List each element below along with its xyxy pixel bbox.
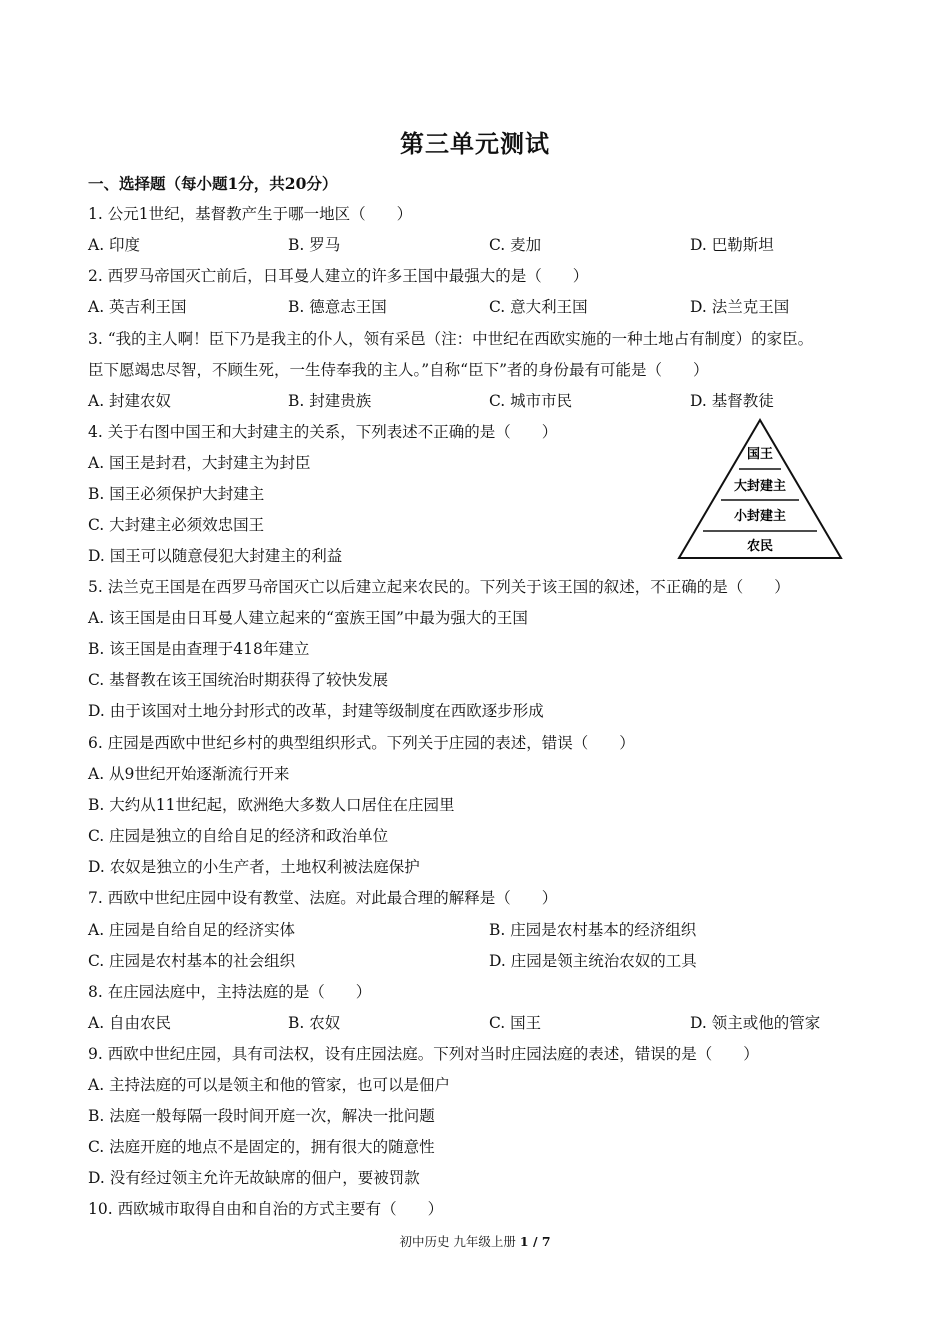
q7-option-b: B. 庄园是农村基本的经济组织 [489,921,697,939]
page-footer [0,1232,950,1250]
q7-option-c: C. 庄园是农村基本的社会组织 [88,952,296,970]
question-10-stem: 10. 西欧城市取得自由和自治的方式主要有（ ） [88,1200,444,1218]
feudal-pyramid-figure [677,418,843,560]
footer-text: 初中历史 九年级上册 [399,1234,520,1249]
q3-option-b: B. 封建贵族 [288,392,372,410]
q8-option-d: D. 领主或他的管家 [690,1014,821,1032]
q2-option-b: B. 德意志王国 [288,298,387,316]
question-2-stem: 2. 西罗马帝国灭亡前后，日耳曼人建立的许多王国中最强大的是（ ） [88,267,589,285]
question-4-stem: 4. 关于右图中国王和大封建主的关系，下列表述不正确的是（ ） [88,423,558,441]
question-3-stem-line1: 3. “我的主人啊！臣下乃是我主的仆人，领有采邑（注：中世纪在西欧实施的一种土地占有制度）的家臣。 [88,330,814,348]
q1-option-b: B. 罗马 [288,236,341,254]
q7-option-d: D. 庄园是领主统治农奴的工具 [489,952,697,970]
q6-option-d: D. 农奴是独立的小生产者，土地权利被法庭保护 [88,858,420,876]
pyramid-level-peasants: 农民 [746,539,774,554]
q5-option-d: D. 由于该国对土地分封形式的改革，封建等级制度在西欧逐步形成 [88,702,544,720]
q3-option-c: C. 城市市民 [489,392,573,410]
q1-option-a: A. 印度 [88,236,141,254]
q6-option-b: B. 大约从11世纪起，欧洲绝大多数人口居住在庄园里 [88,796,455,814]
q8-option-b: B. 农奴 [288,1014,341,1032]
q8-option-a: A. 自由农民 [88,1014,172,1032]
question-8-stem: 8. 在庄园法庭中，主持法庭的是（ ） [88,983,372,1001]
q4-option-d: D. 国王可以随意侵犯大封建主的利益 [88,547,343,565]
q5-option-b: B. 该王国是由查理于418年建立 [88,640,310,658]
pyramid-level-king: 国王 [746,447,774,462]
page-number: 1 / 7 [519,1234,551,1249]
q7-option-a: A. 庄园是自给自足的经济实体 [88,921,296,939]
q4-option-b: B. 国王必须保护大封建主 [88,485,265,503]
question-3-stem-line2: 臣下愿竭忠尽智，不顾生死，一生侍奉我的主人。”自称“臣下”者的身份最有可能是（ ） [88,361,709,379]
q4-option-c: C. 大封建主必须效忠国王 [88,516,265,534]
q9-option-b: B. 法庭一般每隔一段时间开庭一次，解决一批问题 [88,1107,435,1125]
q2-option-a: A. 英吉利王国 [88,298,187,316]
question-5-stem: 5. 法兰克王国是在西罗马帝国灭亡以后建立起来农民的。下列关于该王国的叙述，不正确的是（ ） [88,578,790,596]
q1-option-c: C. 麦加 [489,236,542,254]
page-title: 第三单元测试 [400,129,550,158]
section-heading: 一、选择题（每小题1分，共20分） [88,174,338,193]
question-7-stem: 7. 西欧中世纪庄园中设有教堂、法庭。对此最合理的解释是（ ） [88,889,558,907]
question-6-stem: 6. 庄园是西欧中世纪乡村的典型组织形式。下列关于庄园的表述，错误（ ） [88,734,635,752]
q5-option-a: A. 该王国是由日耳曼人建立起来的“蛮族王国”中最为强大的王国 [88,609,528,627]
q9-option-d: D. 没有经过领主允许无故缺席的佃户，要被罚款 [88,1169,420,1187]
q3-option-a: A. 封建农奴 [88,392,172,410]
q5-option-c: C. 基督教在该王国统治时期获得了较快发展 [88,671,389,689]
question-9-stem: 9. 西欧中世纪庄园，具有司法权，设有庄园法庭。下列对当时庄园法庭的表述，错误的是（ ） [88,1045,759,1063]
q8-option-c: C. 国王 [489,1014,542,1032]
q9-option-c: C. 法庭开庭的地点不是固定的，拥有很大的随意性 [88,1138,435,1156]
pyramid-level-lesser-lords: 小封建主 [733,509,787,524]
q2-option-d: D. 法兰克王国 [690,298,790,316]
pyramid-level-great-lords: 大封建主 [733,479,787,494]
q2-option-c: C. 意大利王国 [489,298,588,316]
question-1-stem: 1. 公元1世纪，基督教产生于哪一地区（ ） [88,205,413,223]
q9-option-a: A. 主持法庭的可以是领主和他的管家，也可以是佃户 [88,1076,451,1094]
q3-option-d: D. 基督教徒 [690,392,774,410]
q1-option-d: D. 巴勒斯坦 [690,236,774,254]
q6-option-c: C. 庄园是独立的自给自足的经济和政治单位 [88,827,389,845]
q6-option-a: A. 从9世纪开始逐渐流行开来 [88,765,290,783]
q4-option-a: A. 国王是封君，大封建主为封臣 [88,454,311,472]
